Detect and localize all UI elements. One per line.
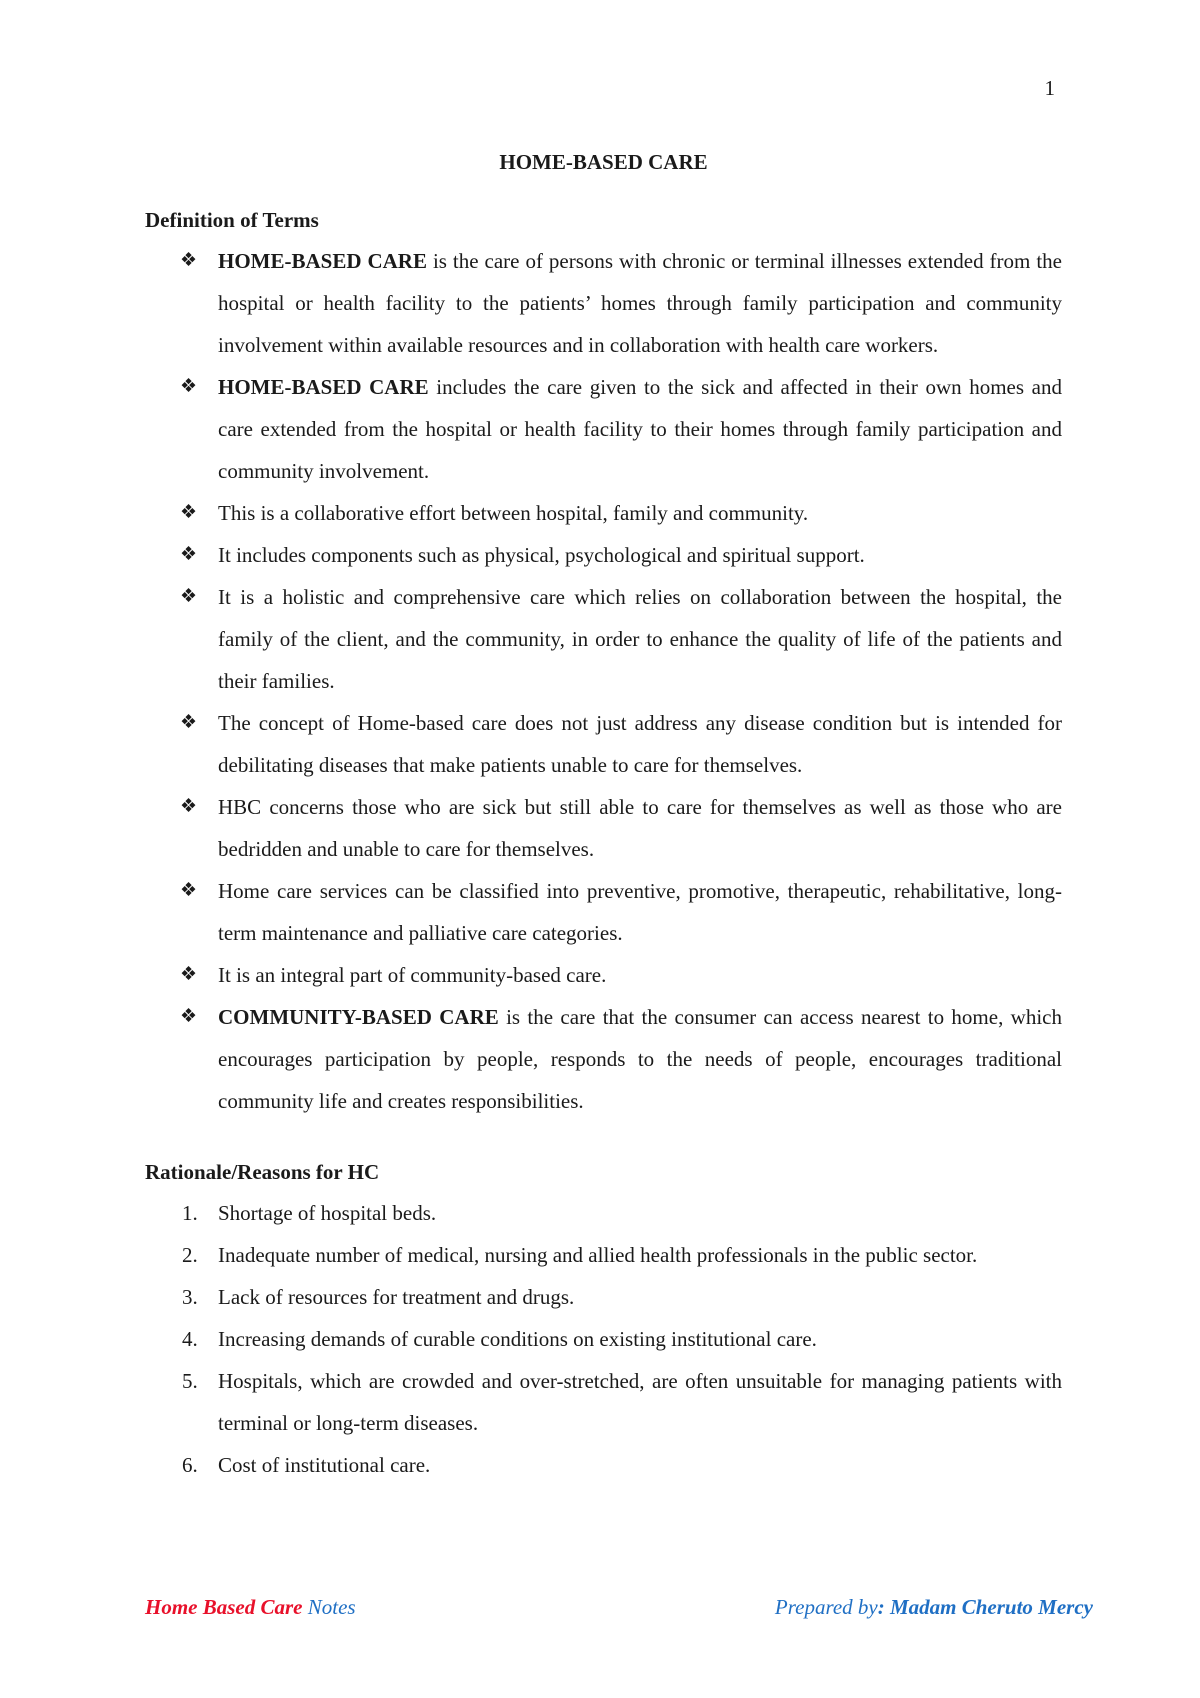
definitions-heading: Definition of Terms <box>145 208 319 232</box>
term-label: COMMUNITY-BASED CARE <box>218 1005 499 1029</box>
item-number: 2. <box>182 1243 198 1267</box>
item-text: Cost of institutional care. <box>218 1453 431 1477</box>
list-item <box>145 492 1062 534</box>
item-number: 4. <box>182 1327 198 1351</box>
diamond-bullet-icon: ❖ <box>180 544 198 565</box>
diamond-bullet-icon: ❖ <box>180 1006 198 1027</box>
item-text: Hospitals, which are crowded and over-stretched, are often unsuitable for managing patients with terminal or long-term diseases. <box>218 1369 1062 1435</box>
list-item <box>145 534 1062 576</box>
item-text: is the care that the consumer can access nearest to home, which encourages participation by people, responds to the needs of people, encourages traditional community life and creates responsibilities. <box>218 1005 1062 1113</box>
list-item <box>145 1234 1062 1276</box>
footer-author-name: Madam Cheruto Mercy <box>889 1595 1093 1619</box>
list-item <box>145 996 1062 1122</box>
list-item <box>145 1276 1062 1318</box>
diamond-bullet-icon: ❖ <box>180 880 198 901</box>
footer-topic: Home Based Care <box>145 1595 303 1619</box>
item-text: HBC concerns those who are sick but still able to care for themselves as well as those who are bedridden and unable to care for themselves. <box>218 795 1062 861</box>
list-item <box>145 240 1062 366</box>
term-label: HOME-BASED CARE <box>218 375 429 399</box>
item-text: Increasing demands of curable conditions on existing institutional care. <box>218 1327 817 1351</box>
item-text: It is an integral part of community-based care. <box>218 963 607 987</box>
list-item <box>145 954 1062 996</box>
item-number: 6. <box>182 1453 198 1477</box>
term-label: HOME-BASED CARE <box>218 249 427 273</box>
diamond-bullet-icon: ❖ <box>180 796 198 817</box>
list-item <box>145 786 1062 870</box>
list-item <box>145 1318 1062 1360</box>
diamond-bullet-icon: ❖ <box>180 586 198 607</box>
rationale-list <box>145 1192 1062 1486</box>
item-text: This is a collaborative effort between hospital, family and community. <box>218 501 809 525</box>
definitions-list <box>145 240 1062 1122</box>
diamond-bullet-icon: ❖ <box>180 250 198 271</box>
item-text: is the care of persons with chronic or terminal illnesses extended from the hospital or health facility to the patients’ homes through family participation and community involvement within available resources and in collaboration with health care workers. <box>218 249 1062 357</box>
footer-notes-word: Notes <box>302 1595 356 1619</box>
list-item <box>145 1444 1062 1486</box>
list-item <box>145 1192 1062 1234</box>
list-item <box>145 1360 1062 1444</box>
rationale-heading: Rationale/Reasons for HC <box>145 1160 380 1184</box>
list-item <box>145 870 1062 954</box>
list-item <box>145 702 1062 786</box>
list-item <box>145 576 1062 702</box>
item-text: Lack of resources for treatment and drugs. <box>218 1285 575 1309</box>
item-text: Inadequate number of medical, nursing and allied health professionals in the public sector. <box>218 1243 978 1267</box>
footer-prepared-by: Prepared by <box>774 1595 878 1619</box>
page-number: 1 <box>1044 76 1055 100</box>
item-text: includes the care given to the sick and affected in their own homes and care extended from the hospital or health facility to their homes through family participation and community involvement. <box>218 375 1062 483</box>
diamond-bullet-icon: ❖ <box>180 964 198 985</box>
diamond-bullet-icon: ❖ <box>180 376 198 397</box>
item-text: Home care services can be classified into preventive, promotive, therapeutic, rehabilitative, long-term maintenance and palliative care categories. <box>218 879 1062 945</box>
footer-notes-label <box>145 1595 356 1620</box>
item-text: It includes components such as physical, psychological and spiritual support. <box>218 543 865 567</box>
item-number: 3. <box>182 1285 198 1309</box>
document-title: HOME-BASED CARE <box>499 150 708 174</box>
item-text: Shortage of hospital beds. <box>218 1201 437 1225</box>
item-text: The concept of Home-based care does not just address any disease condition but is intended for debilitating diseases that make patients unable to care for themselves. <box>218 711 1062 777</box>
footer-author <box>775 1595 1093 1620</box>
list-item <box>145 366 1062 492</box>
document-body <box>145 144 1062 1486</box>
diamond-bullet-icon: ❖ <box>180 712 198 733</box>
item-number: 5. <box>182 1369 198 1393</box>
item-text: It is a holistic and comprehensive care which relies on collaboration between the hospital, the family of the client, and the community, in order to enhance the quality of life of the patients and their families. <box>218 585 1062 693</box>
diamond-bullet-icon: ❖ <box>180 502 198 523</box>
item-number: 1. <box>182 1201 198 1225</box>
footer-colon: : <box>877 1595 890 1619</box>
